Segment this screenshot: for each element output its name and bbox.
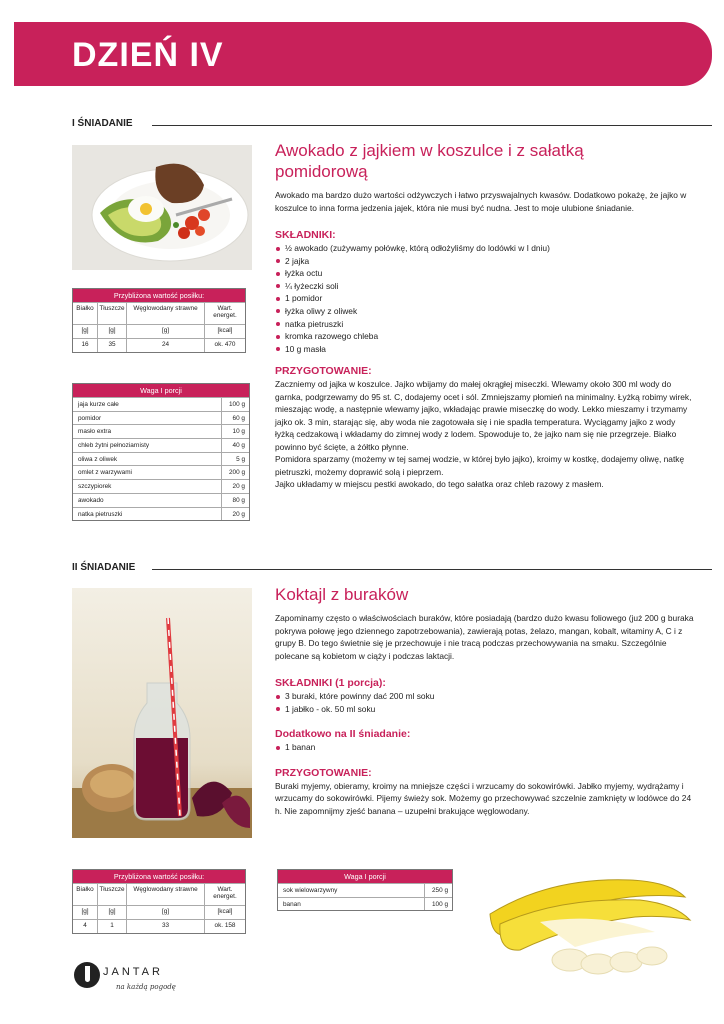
extra-heading: Dodatkowo na II śniadanie:	[275, 728, 411, 741]
unit-carbs: [g]	[126, 906, 204, 919]
unit-energy: [kcal]	[204, 906, 245, 919]
list-item: kromka razowego chleba	[275, 330, 695, 343]
list-item: 10 g masła	[275, 343, 695, 356]
unit-carbs: [g]	[126, 325, 204, 338]
unit-fat: [g]	[97, 325, 126, 338]
extra-list	[275, 741, 695, 754]
recipe-breakfast-1	[275, 140, 695, 491]
portion-weight: 20 g	[221, 480, 249, 493]
value-fat: 35	[97, 339, 126, 352]
portion-weight: 200 g	[221, 466, 249, 479]
portion-weight: 5 g	[221, 453, 249, 466]
table-row	[73, 424, 249, 438]
portion-weight: 60 g	[221, 412, 249, 425]
portion-weight: 100 g	[221, 398, 249, 411]
unit-protein: [g]	[81, 327, 89, 334]
table-row	[73, 507, 249, 521]
beet-smoothie-photo	[72, 588, 252, 838]
col-header-energy: Wart. energet.	[204, 303, 245, 324]
list-item: ¼ łyżeczki soli	[275, 280, 695, 293]
brand-logo-icon	[74, 962, 100, 988]
portion-table-breakfast-2	[277, 869, 453, 911]
table-row	[278, 897, 452, 911]
value-protein: 16	[81, 341, 89, 348]
portion-item: oliwa z oliwek	[78, 455, 118, 463]
unit-protein: [g]	[81, 908, 89, 915]
portion-weight: 40 g	[221, 439, 249, 452]
col-header-energy: Wart. energet.	[204, 884, 245, 905]
preparation-heading: PRZYGOTOWANIE:	[275, 766, 372, 779]
recipe-intro: Awokado ma bardzo dużo wartości odżywczych i łatwo przyswajalnych kwasów. Dodatkowo pokażę, że jajko w koszulce to inna forma jedzenia jajek, która nie musi być nudna. Jest to moje ulubione śniadanie.	[275, 190, 687, 213]
recipe-title: Koktajl z buraków	[275, 585, 409, 604]
ingredients-list	[275, 690, 695, 715]
portion-item: banan	[283, 900, 301, 908]
value-fat: 1	[97, 920, 126, 933]
avocado-egg-photo	[72, 145, 252, 270]
ingredients-list	[275, 242, 695, 355]
portion-weight: 80 g	[221, 494, 249, 507]
table-row	[73, 411, 249, 425]
section-label-breakfast-2: II ŚNIADANIE	[72, 562, 136, 573]
col-header-protein: Białko	[76, 305, 94, 312]
col-header-protein: Białko	[76, 886, 94, 893]
banana-photo	[480, 852, 700, 982]
value-carbs: 24	[126, 339, 204, 352]
portion-table-breakfast-1	[72, 383, 250, 521]
preparation-text: Zaczniemy od jajka w koszulce. Jajko wbijamy do małej okrągłej miseczki. Wlewamy około 300 ml wody do garnka, podgrzewamy do 95 st. C, dodajemy ocet i sól. Zmniejszamy płomień na minimalny. Łyżką robimy wirek, mieszając wodę, a następnie wlewamy jajko, wkładając prawie miseczkę do wody. Lekko mieszamy i trzymamy jajko ok. 3 min, starając się, aby woda nie zagotowała się i nie spadła temperatura. Wyciągamy jajko z wody łyżką cedzakową i wkładamy do zimnej wody z lodem. Spowoduje to, że jajko nam się nie przegrzeje. Białko powinno być ścięte, a żółtko płynne. Pomidora sparzamy (możemy w tej samej wodzie, w której było jajko), kroimy w kostkę, dodajemy oliwę, natkę pietruszki, możemy doprawić solą i pieprzem. Jajko układamy w miejscu pestki awokado, do tego sałatka oraz chleb razowy z masłem.	[275, 379, 692, 490]
recipe-breakfast-2	[275, 584, 695, 817]
col-header-carbs: Węglowodany strawne	[126, 884, 204, 905]
portion-weight: 250 g	[424, 884, 452, 897]
portion-item: sok wielowarzywny	[283, 887, 338, 894]
portion-item: masło extra	[78, 428, 112, 436]
page-title: DZIEŃ IV	[72, 36, 224, 74]
list-item: ½ awokado (zużywamy połówkę, którą odłożyliśmy do lodówki w I dniu)	[275, 242, 695, 255]
recipe-title: Awokado z jajkiem w koszulce i z sałatką pomidorową	[275, 141, 584, 181]
preparation-text: Buraki myjemy, obieramy, kroimy na mniejsze części i wrzucamy do sokowirówki. Jabłko myjemy, wydrążamy i wrzucamy do sokowirówki. Pijemy świeży sok. Możemy go przechowywać szczelnie zamknięty w lodówce do 24 h. Nie zapomnijmy zjeść banana – uzupełni brakujące węglowodany.	[275, 780, 692, 816]
unit-energy: [kcal]	[204, 325, 245, 338]
table-row	[73, 479, 249, 493]
portion-item: szczypiorek	[78, 483, 112, 491]
ingredients-heading: SKŁADNIKI (1 porcja):	[275, 677, 386, 689]
nutrition-table-breakfast-2	[72, 869, 246, 934]
portion-weight: 100 g	[424, 898, 452, 911]
unit-fat: [g]	[97, 906, 126, 919]
value-protein: 4	[83, 922, 87, 929]
table-row	[73, 438, 249, 452]
portion-weight: 10 g	[221, 425, 249, 438]
portion-item: natka pietruszki	[78, 510, 123, 518]
col-header-fat: Tłuszcze	[97, 884, 126, 905]
portion-item: chleb żytni pełnoziarnisty	[78, 442, 150, 450]
value-energy: ok. 158	[204, 920, 245, 933]
table-row	[73, 452, 249, 466]
list-item: łyżka oliwy z oliwek	[275, 305, 695, 318]
preparation-heading: PRZYGOTOWANIE:	[275, 365, 372, 378]
section-divider	[152, 569, 712, 570]
recipe-intro: Zapominamy często o właściwościach buraków, które posiadają (bardzo dużo kwasu foliowego (już 200 g buraka pokrywa połowę jego dziennego zapotrzebowania), zawierają potas, żelazo, mangan, kobalt, witaminy A, C i z grupy B. Do tego świetnie się je przechowuje i nie tracą podczas przechowywania na smaku. Szczególnie polecane są kobietom w ciąży i podczas laktacji.	[275, 613, 694, 661]
portion-item: jaja kurze całe	[78, 401, 119, 408]
list-item: 2 jajka	[275, 255, 695, 268]
table-row	[73, 397, 249, 411]
portion-item: awokado	[78, 496, 104, 504]
list-item: 1 jabłko - ok. 50 ml soku	[275, 703, 695, 716]
nutrition-table-title: Przybliżona wartość posiłku:	[73, 289, 245, 302]
nutrition-table-breakfast-1	[72, 288, 246, 353]
nutrition-table-title: Przybliżona wartość posiłku:	[73, 870, 245, 883]
table-row	[73, 493, 249, 507]
value-energy: ok. 470	[204, 339, 245, 352]
table-row	[73, 465, 249, 479]
col-header-carbs: Węglowodany strawne	[126, 303, 204, 324]
table-row	[278, 883, 452, 897]
section-label-breakfast-1: I ŚNIADANIE	[72, 118, 133, 129]
portion-weight: 20 g	[221, 508, 249, 521]
ingredients-heading: SKŁADNIKI:	[275, 229, 336, 241]
list-item: 3 buraki, które powinny dać 200 ml soku	[275, 690, 695, 703]
col-header-fat: Tłuszcze	[97, 303, 126, 324]
list-item: 1 pomidor	[275, 292, 695, 305]
portion-table-title: Waga I porcji	[278, 870, 452, 883]
list-item: 1 banan	[275, 741, 695, 754]
portion-item: omlet z warzywami	[78, 469, 132, 477]
list-item: natka pietruszki	[275, 318, 695, 331]
portion-item: pomidor	[78, 414, 102, 422]
portion-table-title: Waga I porcji	[73, 384, 249, 397]
section-divider	[152, 125, 712, 126]
brand-name: JANTAR	[103, 966, 163, 978]
brand-tagline: na każdą pogodę	[116, 983, 176, 991]
list-item: łyżka octu	[275, 267, 695, 280]
value-carbs: 33	[126, 920, 204, 933]
